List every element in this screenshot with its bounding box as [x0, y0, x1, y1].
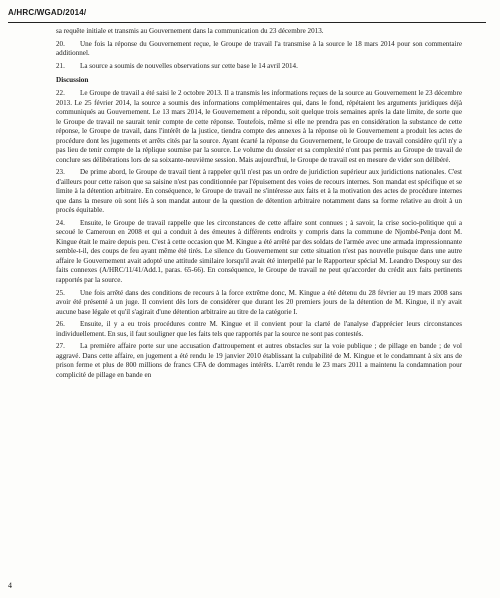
paragraph-23: [56, 168, 462, 216]
paragraph-text: La première affaire porte sur une accusation d'attroupement et autres obstacles sur la voie publique ; de pillage en bande ; de vol aggravé. Dans cette affaire, en jugement a été rendu le 19 janvier 2010 établissant la culpabilité de M. Kingue et le condamnant à six ans de prison ferme et plus de 800 millions de francs CFA de dommages intérêts. L'arrêt rendu le 23 mars 2011 a maintenu la condamnation pour complicité de pillage en bande en: [56, 342, 462, 379]
paragraph-26: [56, 320, 462, 339]
paragraph-text: De prime abord, le Groupe de travail tient à rappeler qu'il n'est pas un ordre de juridiction supérieur aux juridictions nationales. C'est d'ailleurs pour cette raison que sa saisine n'est pas conditionnée par l'épuisement des voies de recours internes. Son mandat est spécifique et se limite à la détention arbitraire. En conséquence, le Groupe de travail ne s'intéresse aux faits et à la motivation des actes de procédure internes que dans la mesure où sont liés à son mandat autour de la question de détention arbitraire notamment dans sa forme relative au droit à un procès équitable.: [56, 168, 462, 215]
paragraph-number: 26.: [56, 320, 65, 329]
header-rule: [8, 22, 486, 23]
paragraph-text: La source a soumis de nouvelles observations sur cette base le 14 avril 2014.: [80, 61, 298, 70]
paragraph-number: 20.: [56, 39, 65, 48]
section-heading: Discussion: [56, 76, 89, 85]
paragraph-number: 24.: [56, 218, 65, 227]
document-symbol: A/HRC/WGAD/2014/: [8, 8, 87, 17]
paragraph-text: Le Groupe de travail a été saisi le 2 octobre 2013. Il a transmis les informations reçues de la source au Gouvernement le 23 décembre 2013. Le 25 février 2014, la source a soumis des informations complémentaires qui, dans le fond, répétaient les arguments juridiques déjà communiqués au Gouvernement. Le 13 mars 2014, le Gouvernement a répondu, soit quelque trois semaines après la date limite, de sorte que le Groupe de travail ne saurait tenir compte de cette réponse. Toutefois, même si elle ne prendra pas en considération la substance de cette réponse, le Groupe de travail, dans l'intérêt de la justice, tiendra compte des annexes à la réponse où le Gouvernement a produit les actes de procédure dont les jugements et arrêts cités par la source. Ayant écarté la réponse du Gouvernement, le Groupe de travail considère qu'il n'y a pas lieu de tenir compte de la réplique soumise par la source. Le volume du dossier et sa complexité n'ont pas permis au Groupe de travail de conclure ses délibérations lors de sa soixante-neuvième session. Mais aujourd'hui, le Groupe de travail est en mesure de vider son délibéré.: [56, 89, 462, 164]
paragraph-number: 27.: [56, 342, 65, 351]
paragraph-22: [56, 89, 462, 165]
continued-paragraph: sa requête initiale et transmis au Gouvernement dans la communication du 23 décembre 2013.: [56, 27, 324, 35]
paragraph-text: Ensuite, le Groupe de travail rappelle que les circonstances de cette affaire sont connues ; à savoir, la crise socio-politique qui a secoué le Cameroun en 2008 et qui a conduit à des émeutes à différents endroits y compris dans la commune de Njombé-Penja dont M. Kingue était le maire depuis peu. C'est à cette occasion que M. Kingue a été arrêté par des soldats de l'armée avec une armada impressionnante semble-t-il, des coups de feu ayant même été tirés. Le silence du Gouvernement sur cette situation n'est pas nouvelle puisque dans une autre affaire le Gouvernement avait adopté une attitude similaire lorsqu'il avait été interpellé par le Rapporteur spécial M. Leandro Despouy sur des faits connexes (A/HRC/11/41/Add.1, paras. 65-66). En conséquence, le Groupe de travail ne peut qu'accorder du crédit aux faits pertinents rapportés par la source.: [56, 218, 462, 284]
paragraph-24: [56, 219, 462, 286]
page-number: 4: [8, 581, 12, 590]
page-content: [56, 27, 462, 384]
paragraph-number: 23.: [56, 168, 65, 177]
paragraph-text: Une fois arrêté dans des conditions de recours à la force extrême donc, M. Kingue a été détenu du 28 février au 19 mars 2008 sans avoir été présenté à un juge. Il convient dès lors de considérer que durant les 20 premiers jours de la détention de M. Kingue, il n'y avait aucune base légale et qu'il s'agirait d'une détention arbitraire au titre de la catégorie I.: [56, 288, 462, 316]
paragraph-27: [56, 342, 462, 380]
paragraph-number: 22.: [56, 89, 65, 98]
paragraph-text: Une fois la réponse du Gouvernement reçue, le Groupe de travail l'a transmise à la source le 18 mars 2014 pour son commentaire additionnel.: [56, 39, 462, 58]
paragraph-21: [56, 62, 462, 72]
paragraph-25: [56, 289, 462, 318]
paragraph-number: 25.: [56, 288, 65, 297]
paragraph-20: [56, 40, 462, 59]
paragraph-text: Ensuite, il y a eu trois procédures contre M. Kingue et il convient pour la clarté de l'analyse d'apprécier leurs circonstances individuellement. En sus, il faut souligner que les faits tels que rapportés par la source ne sont pas contestés.: [56, 320, 462, 338]
paragraph-number: 21.: [56, 61, 65, 70]
